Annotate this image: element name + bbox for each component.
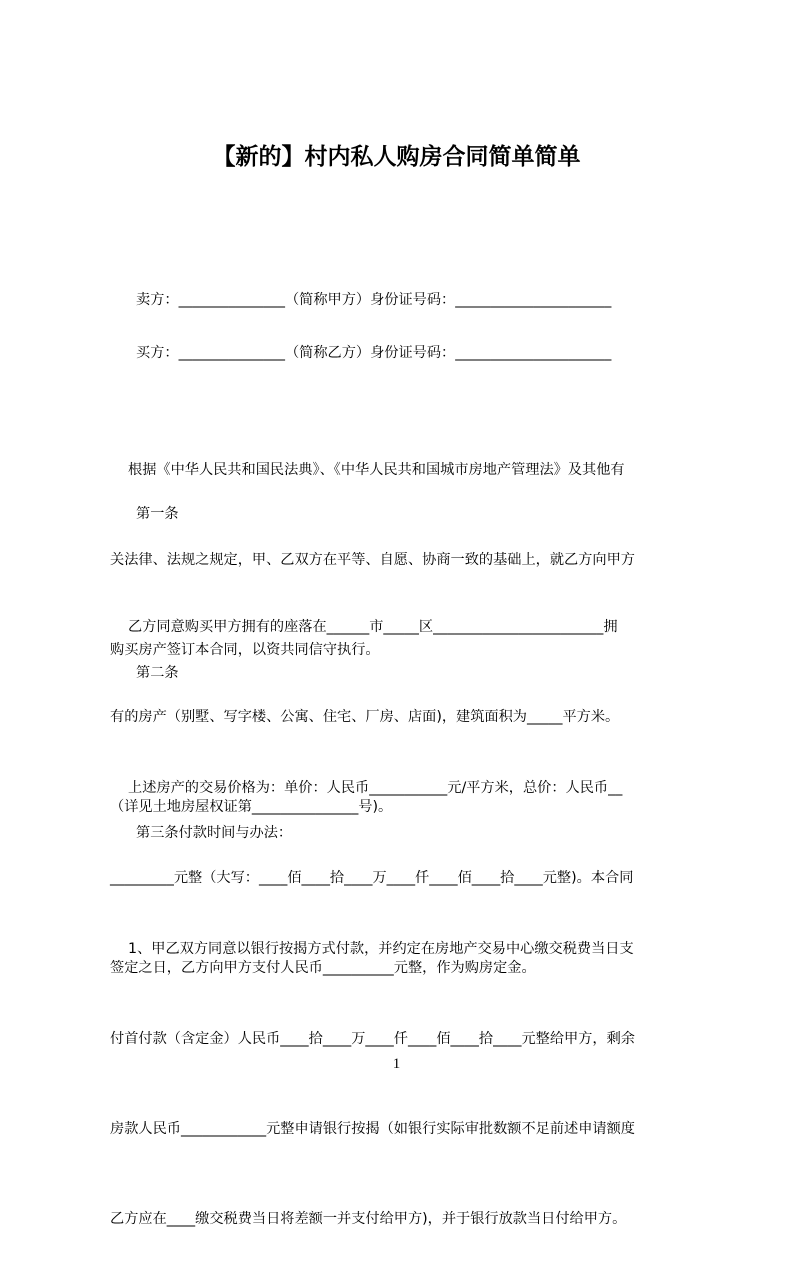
text-line: 乙方应在____缴交税费当日将差额一并支付给甲方)，并于银行放款当日付给甲方。 [110, 1211, 627, 1227]
text-line: （详见土地房屋权证第_______________号)。 [110, 799, 393, 815]
text-line: 购买房产签订本合同，以资共同信守执行。 [110, 642, 380, 658]
text-line: 关法律、法规之规定，甲、乙双方在平等、自愿、协商一致的基础上，就乙方向甲方 [110, 552, 635, 568]
article-2-heading: 第二条 [136, 665, 179, 681]
text-line: 上述房产的交易价格为：单价：人民币___________元/平方米，总价：人民币__ [110, 780, 623, 796]
text-line: 根据《中华人民共和国民法典》、《中华人民共和国城市房地产管理法》及其他有 [110, 462, 625, 478]
page-number: 1 [392, 1056, 401, 1072]
text-line: 房款人民币____________元整申请银行按揭（如银行实际审批数额不足前述申请额度 [110, 1121, 635, 1137]
text-line: 乙方同意购买甲方拥有的座落在______市_____区________________________拥 [110, 619, 618, 635]
text-line: 付首付款（含定金）人民币____拾____万____仟____佰____拾____元整给甲方，剩余 [110, 1031, 635, 1047]
article-1-heading: 第一条 [136, 506, 179, 522]
article-3-heading: 第三条付款时间与办法： [136, 825, 293, 841]
buyer-line: 买方：_______________（简称乙方）身份证号码：______________________ [136, 345, 612, 361]
text-line: _________元整（大写：____佰____拾____万____仟____佰____拾____元整)。本合同 [110, 870, 634, 886]
text-line: 签定之日，乙方向甲方支付人民币__________元整，作为购房定金。 [110, 960, 536, 976]
text-line: 有的房产（别墅、写字楼、公寓、住宅、厂房、店面)，建筑面积为_____平方米。 [110, 709, 620, 725]
seller-line: 卖方：_______________（简称甲方）身份证号码：______________________ [136, 292, 612, 308]
document-title: 【新的】村内私人购房合同简单简单 [212, 144, 581, 170]
text-line: 1、甲乙双方同意以银行按揭方式付款，并约定在房地产交易中心缴交税费当日支 [110, 941, 634, 957]
